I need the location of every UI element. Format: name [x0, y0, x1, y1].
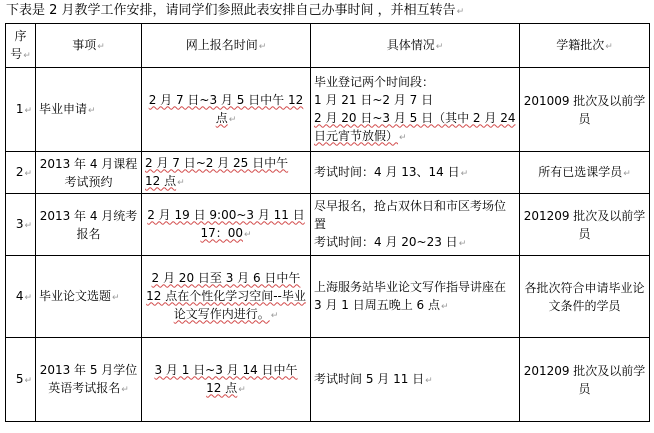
cell-no: 4↵ [6, 256, 36, 338]
cell-batch: 201209 批次及以前学员 [520, 338, 650, 422]
header-cell-details: 具体情况↵ [311, 24, 520, 68]
cell-details: 考试时间 5 月 11 日↵ [311, 338, 520, 422]
cell-item: 2013 年 4 月课程考试预约 [36, 152, 142, 194]
cell-reg-time: 2 月 7 日~3 月 5 日中午 12 点↵ [142, 68, 311, 152]
header-cell-batch: 学籍批次↵ [520, 24, 650, 68]
intro-sentence: 下表是 2 月教学工作安排，请同学们参照此表安排自己办事时间 ，并相互转告 [6, 3, 456, 18]
cell-reg-time: 2 月 20 日至 3 月 6 日中午 12 点在个性化学习空间--毕业论文写作内进行。↵ [142, 256, 311, 338]
cell-no: 3↵ [6, 194, 36, 256]
table-row [6, 338, 650, 422]
cell-reg-time: 2 月 19 日 9:00~3 月 11 日 17：00↵ [142, 194, 311, 256]
detail-line: 考试时间：4 月 20~23 日↵ [314, 234, 467, 249]
cell-item: 毕业论文选题↵ [36, 256, 142, 338]
cell-reg-time: 2 月 7 日~2 月 25 日中午 12 点↵ [142, 152, 311, 194]
cell-no: 5↵ [6, 338, 36, 422]
schedule-table [5, 23, 650, 422]
cell-no: 1↵ [6, 68, 36, 152]
table-row [6, 256, 650, 338]
cell-batch: 所有已选课学员↵ [520, 152, 650, 194]
cell-details [311, 68, 520, 152]
detail-line: 毕业登记两个时间段： [314, 74, 435, 89]
cell-batch: 201209 批次及以前学员 [520, 194, 650, 256]
cell-item: 2013 年 4 月统考报名 [36, 194, 142, 256]
header-cell-no: 序号↵ [6, 24, 36, 68]
cell-reg-time: 3 月 1 日~3 月 14 日中午 12 点↵ [142, 338, 311, 422]
table-row [6, 152, 650, 194]
cell-no: 2↵ [6, 152, 36, 194]
cell-details: 考试时间：4 月 13、14 日↵ [311, 152, 520, 194]
cell-batch: 201009 批次及以前学员 [520, 68, 650, 152]
header-cell-item: 事项↵ [36, 24, 142, 68]
cell-item: 2013 年 5 月学位英语考试报名↵ [36, 338, 142, 422]
detail-line: 尽早报名，抢占双休日和市区考场位置 [314, 198, 507, 231]
cell-item: 毕业申请↵ [36, 68, 142, 152]
header-row [6, 24, 650, 68]
header-cell-reg-time: 网上报名时间↵ [142, 24, 311, 68]
detail-line: 2 月 20 日~3 月 5 日（其中 2 月 24 日元宵节放假）↵ [314, 110, 516, 143]
table-row [6, 194, 650, 256]
detail-line: 1 月 21 日~2 月 7 日 [314, 92, 434, 107]
table-row [6, 68, 650, 152]
intro-text [6, 2, 650, 21]
paragraph-mark-icon: ↵ [456, 7, 465, 17]
cell-batch: 各批次符合申请毕业论文条件的学员 [520, 256, 650, 338]
cell-details [311, 194, 520, 256]
cell-details: 上海服务站毕业论文写作指导讲座在 3 月 1 日周五晚上 6 点↵ [311, 256, 520, 338]
